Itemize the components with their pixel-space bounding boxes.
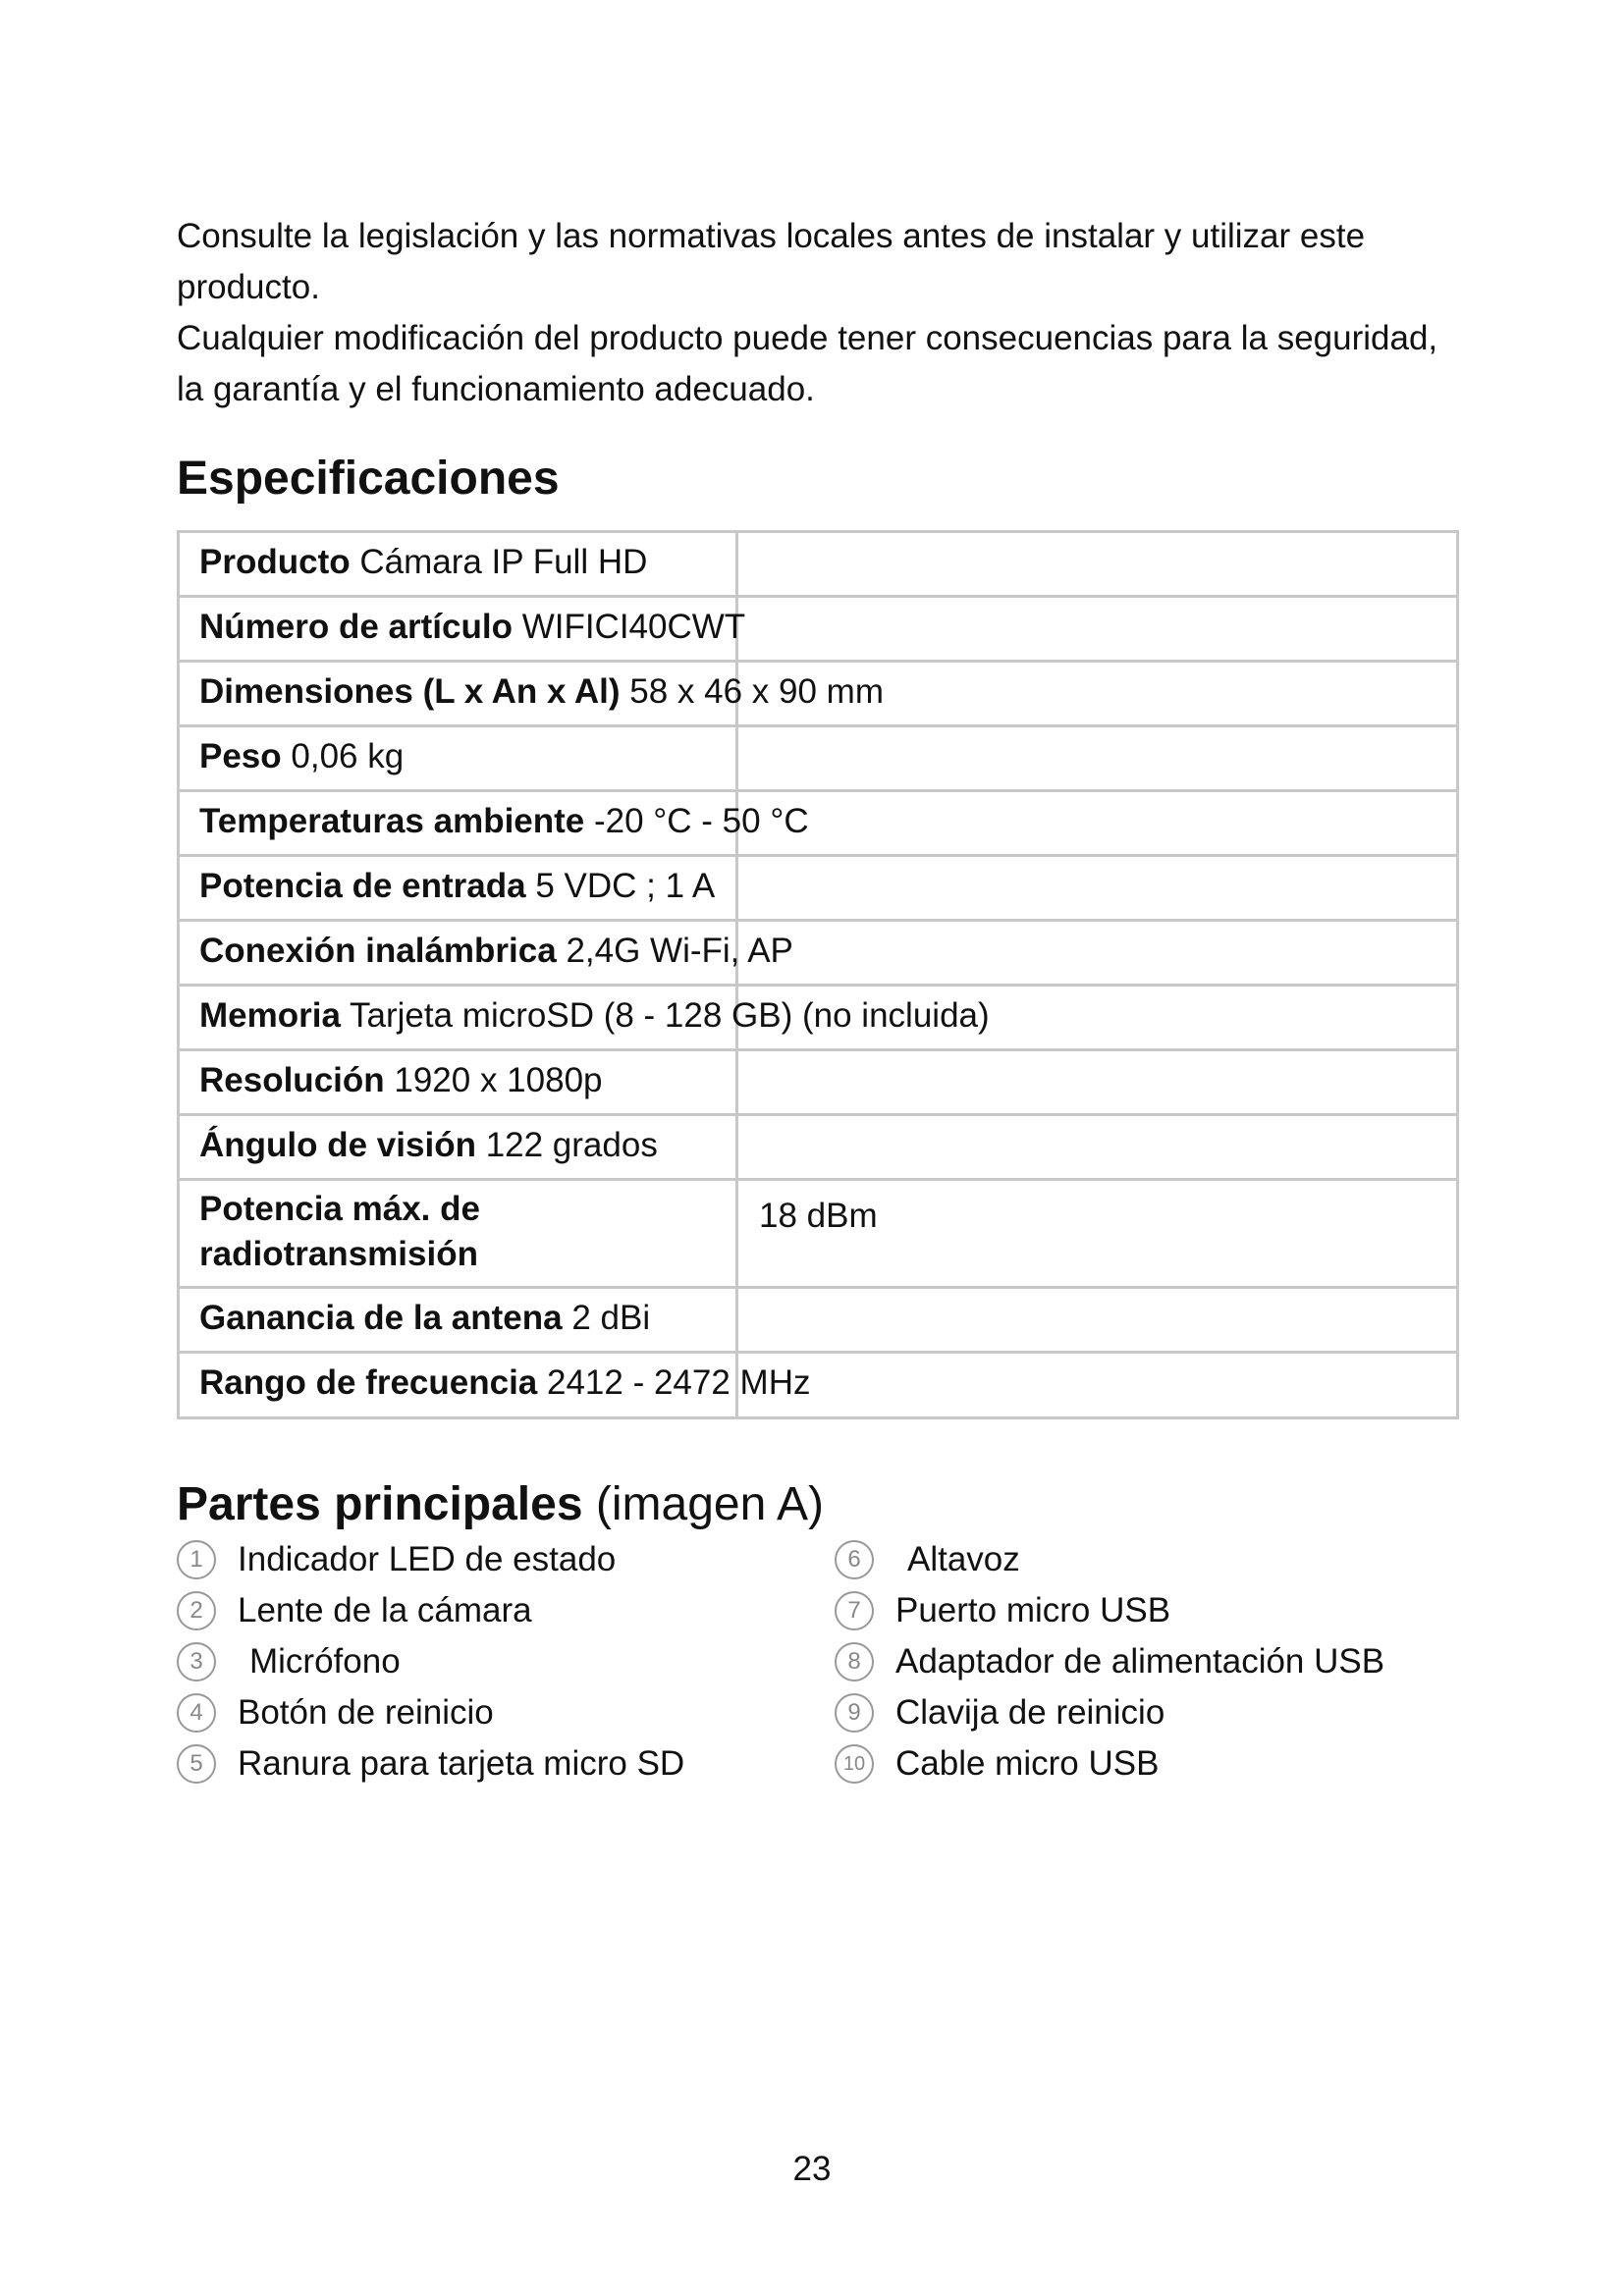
spec-key: Número de artículo [199,608,513,646]
spec-row-antenna-gain [180,1289,1456,1354]
circled-number-icon: 4 [177,1693,216,1733]
list-item [835,1585,1384,1636]
spec-value: 2,4G Wi-Fi, AP [566,932,793,970]
intro-paragraph-2: Cualquier modificación del producto puede tener consecuencias para la seguridad, la garantía y el funcionamiento adecuado. [177,319,1438,408]
circled-number-icon: 5 [177,1744,216,1784]
part-label: Adaptador de alimentación USB [895,1642,1385,1681]
spec-value: 58 x 46 x 90 mm [629,672,884,711]
spec-row-view-angle [180,1116,1456,1181]
circled-number-icon: 9 [835,1693,874,1733]
circled-number-icon: 10 [835,1744,874,1784]
parts-list-left [177,1534,684,1789]
spec-value: 2 dBi [571,1299,651,1337]
spec-key: Producto [199,543,351,581]
spec-key: Ángulo de visión [199,1126,476,1164]
spec-row-wireless [180,922,1456,987]
part-label: Altavoz [907,1540,1020,1578]
spec-key: Potencia máx. de radiotransmisión [199,1190,480,1273]
spec-key: Peso [199,737,282,775]
part-label: Puerto micro USB [895,1591,1171,1629]
intro-paragraph-1: Consulte la legislación y las normativas locales antes de instalar y utilizar este producto. [177,217,1366,306]
spec-value: 1920 x 1080p [394,1061,603,1099]
part-label: Ranura para tarjeta micro SD [238,1744,685,1783]
circled-number-icon: 8 [835,1642,874,1682]
list-item [177,1687,684,1738]
circled-number-icon: 2 [177,1591,216,1630]
spec-row-memory [180,987,1456,1051]
spec-row-product [180,533,1456,598]
spec-value: -20 °C - 50 °C [594,802,809,840]
spec-row-resolution [180,1051,1456,1116]
spec-value: Cámara IP Full HD [359,543,648,581]
specs-table [177,530,1459,1419]
spec-row-article-number [180,598,1456,663]
part-label: Indicador LED de estado [238,1540,617,1578]
list-item [177,1585,684,1636]
spec-value: 18 dBm [759,1197,878,1235]
spec-row-frequency [180,1354,1456,1416]
parts-heading-bold: Partes principales [177,1478,583,1530]
spec-key: Resolución [199,1061,385,1099]
spec-value: 122 grados [485,1126,658,1164]
spec-row-radio-power [180,1181,1456,1289]
intro-text [177,211,1473,415]
spec-row-input-power [180,857,1456,922]
spec-value: 0,06 kg [291,737,405,775]
parts-list-right [835,1534,1384,1789]
parts-heading [177,1477,824,1531]
part-label: Clavija de reinicio [895,1693,1165,1732]
part-label: Lente de la cámara [238,1591,532,1629]
specs-heading: Especificaciones [177,453,560,505]
spec-key: Conexión inalámbrica [199,932,557,970]
list-item [835,1534,1384,1585]
spec-value: 2412 - 2472 MHz [547,1363,811,1402]
circled-number-icon: 3 [177,1642,216,1682]
part-label: Cable micro USB [895,1744,1160,1783]
part-label: Micrófono [249,1642,401,1681]
spec-value: WIFICI40CWT [521,608,746,646]
spec-key: Temperaturas ambiente [199,802,585,840]
spec-key: Dimensiones (L x An x Al) [199,672,621,711]
part-label: Botón de reinicio [238,1693,494,1732]
spec-key: Rango de frecuencia [199,1363,538,1402]
list-item [177,1636,684,1687]
page-number: 23 [792,2150,832,2188]
spec-key: Ganancia de la antena [199,1299,563,1337]
spec-row-temperature [180,792,1456,857]
circled-number-icon: 1 [177,1540,216,1579]
list-item [835,1687,1384,1738]
parts-heading-rest: (imagen A) [582,1478,824,1530]
list-item [177,1534,684,1585]
spec-value: Tarjeta microSD (8 - 128 GB) (no incluida) [350,996,990,1035]
list-item [835,1636,1384,1687]
circled-number-icon: 7 [835,1591,874,1630]
spec-value: 5 VDC ; 1 A [535,867,716,905]
list-item [177,1738,684,1789]
spec-row-weight [180,727,1456,792]
circled-number-icon: 6 [835,1540,874,1579]
spec-key: Potencia de entrada [199,867,526,905]
spec-row-dimensions [180,663,1456,727]
list-item [835,1738,1384,1789]
spec-key: Memoria [199,996,341,1035]
